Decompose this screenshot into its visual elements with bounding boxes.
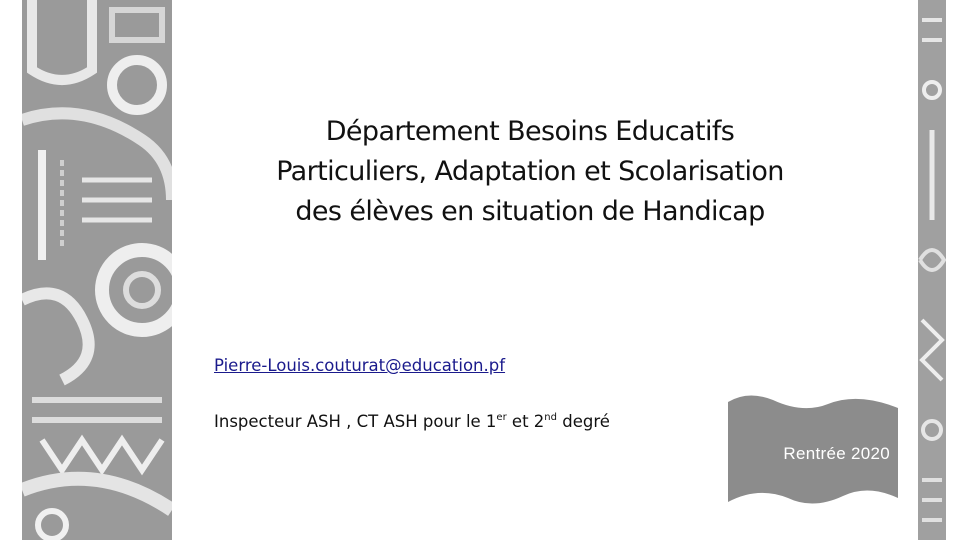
role-sup-1: er [496,412,507,423]
rentree-badge [728,394,898,512]
left-decorative-pattern [22,0,172,540]
right-decorative-pattern [918,0,946,540]
title-line-3: des élèves en situation de Handicap [295,196,765,227]
contact-email-link[interactable]: Pierre-Louis.couturat@education.pf [214,356,506,375]
role-description [214,412,610,431]
title-line-1: Département Besoins Educatifs [325,116,735,147]
role-sup-2: nd [544,412,557,423]
role-text-3: degré [556,412,610,431]
slide-title [180,112,880,232]
badge-text: Rentrée 2020 [783,444,890,463]
role-text-2: et 2 [506,412,545,431]
title-line-2: Particuliers, Adaptation et Scolarisation [276,156,784,187]
role-text-1: Inspecteur ASH , CT ASH pour le 1 [214,412,497,431]
